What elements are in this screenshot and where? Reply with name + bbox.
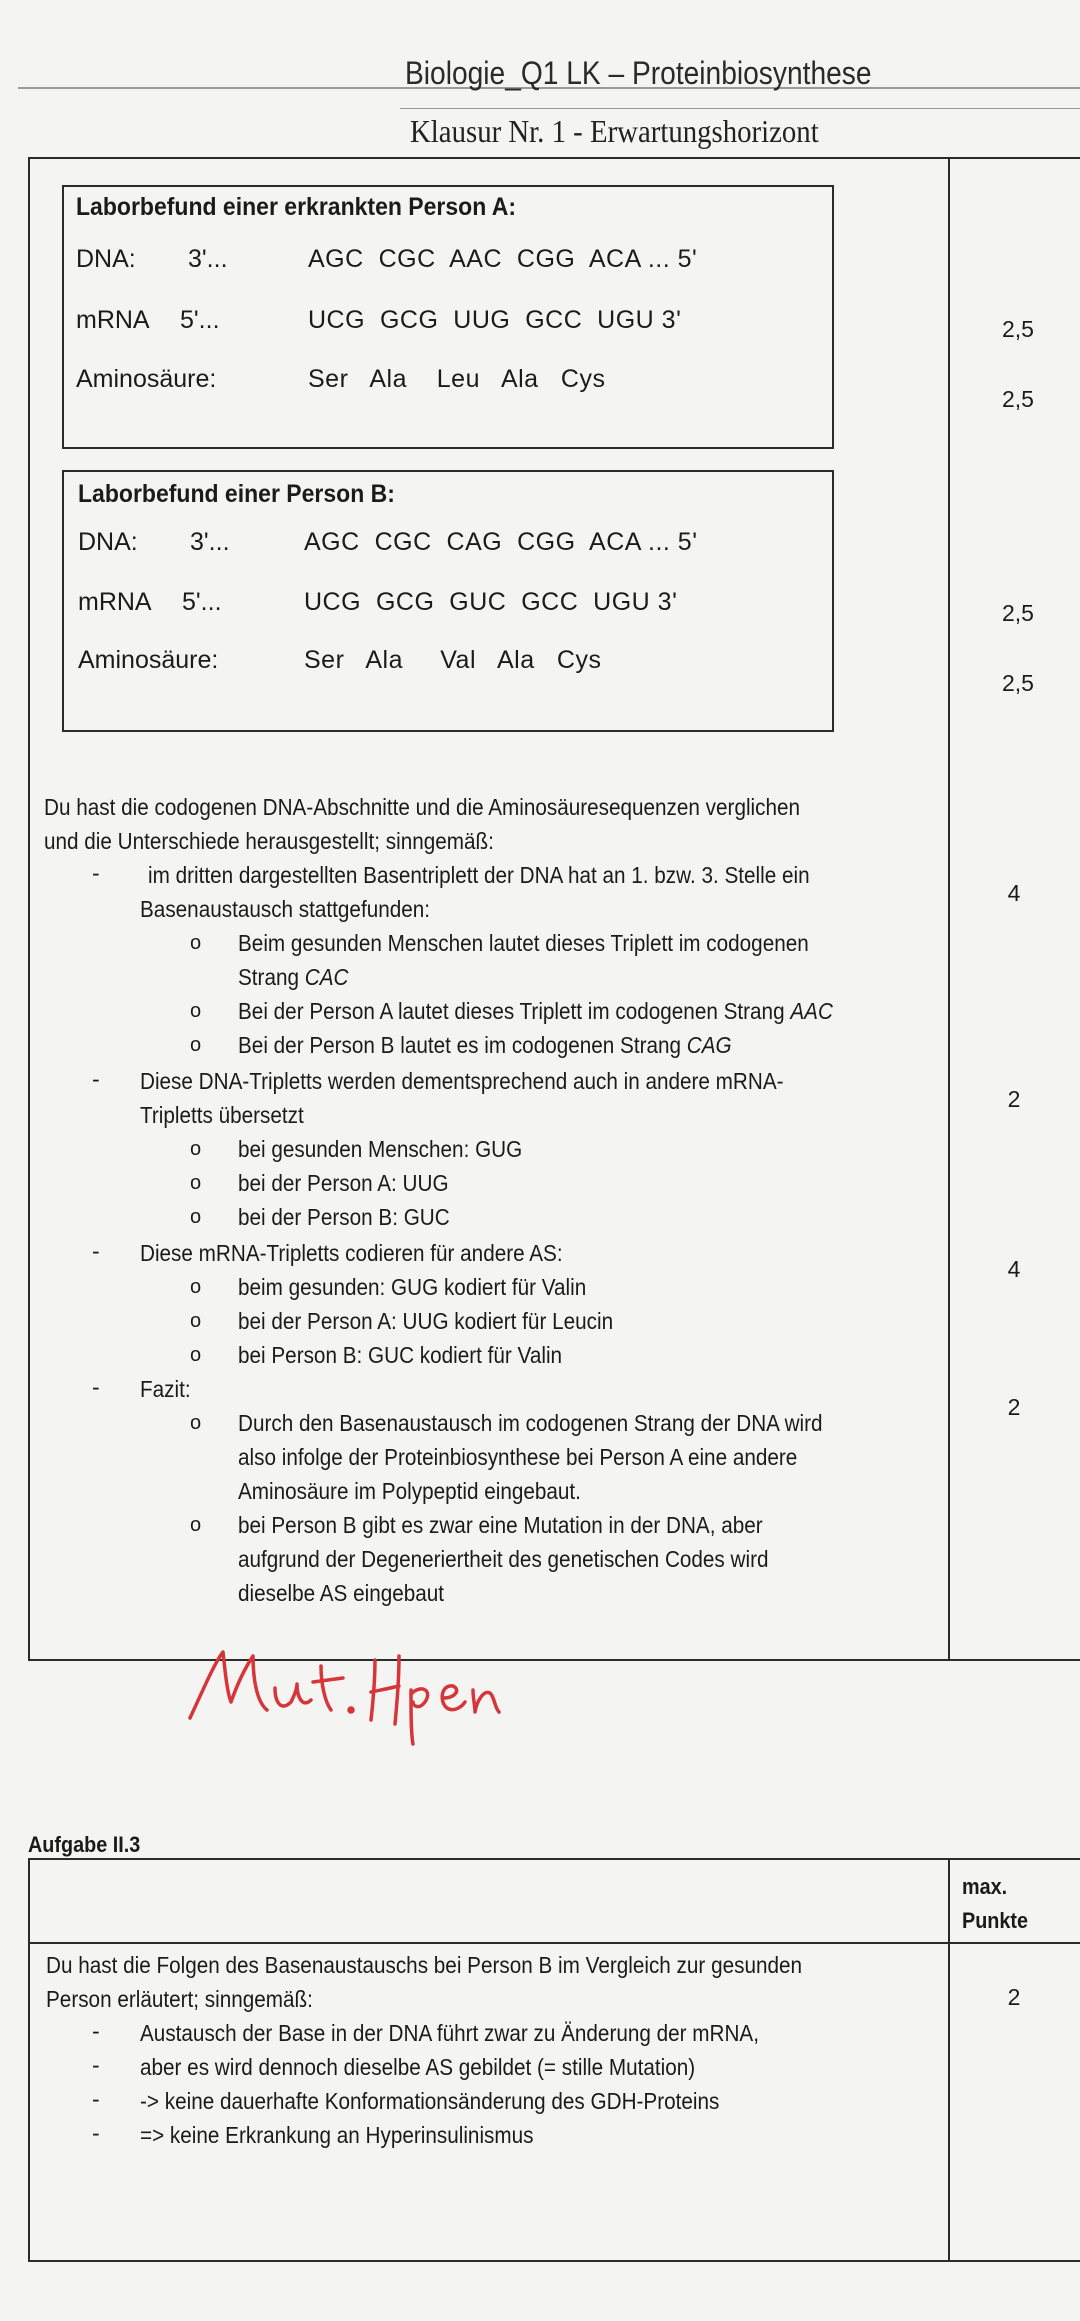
points-value: 4 xyxy=(1007,880,1021,906)
answer-point-4: Fazit: xyxy=(140,1376,191,1402)
bullet-circle: o xyxy=(190,1138,202,1160)
points-value: 2 xyxy=(1007,1984,1021,2010)
task3-item: Austausch der Base in der DNA führt zwar zu Änderung der mRNA, xyxy=(140,2020,759,2046)
points-value: 2,5 xyxy=(1002,316,1034,342)
task3-intro: Du hast die Folgen des Basenaustauschs bei Person B im Vergleich zur gesunden xyxy=(46,1952,803,1978)
task-label: Aufgabe II.3 xyxy=(28,1832,141,1857)
points-value: 2 xyxy=(1007,1086,1021,1112)
bullet-dash: - xyxy=(92,2086,100,2112)
triplet-italic: AAC xyxy=(790,998,833,1024)
answer-subpoint: bei Person B: GUC kodiert für Valin xyxy=(238,1342,563,1368)
mrna-label: mRNA xyxy=(78,588,152,616)
answer-intro: Du hast die codogenen DNA-Abschnitte und die Aminosäuresequenzen verglichen xyxy=(44,794,801,820)
answer-point-3: Diese mRNA-Tripletts codieren für andere AS: xyxy=(140,1240,563,1266)
answer-subpoint: bei der Person A: UUG xyxy=(238,1170,449,1196)
lab-result-a-title: Laborbefund einer erkrankten Person A: xyxy=(76,193,517,221)
answer-subpoint-text: Strang xyxy=(238,964,305,990)
bullet-circle: o xyxy=(190,1310,202,1332)
dna-sequence: AGC CGC CAG CGG ACA ... 5' xyxy=(304,528,698,556)
max-points-header: Punkte xyxy=(962,1908,1029,1933)
answer-subpoint xyxy=(238,1028,732,1062)
points-column-divider xyxy=(948,157,950,1659)
bullet-dash: - xyxy=(92,1238,100,1264)
aminoacid-sequence: Ser Ala Leu Ala Cys xyxy=(308,365,606,393)
aminoacid-label: Aminosäure: xyxy=(78,646,219,674)
points-column-divider xyxy=(948,1858,950,2260)
answer-subpoint: Beim gesunden Menschen lautet dieses Triplett im codogenen xyxy=(238,930,809,956)
mrna-prefix: 5'... xyxy=(182,588,222,616)
aminoacid-label: Aminosäure: xyxy=(76,365,217,393)
answer-subpoint xyxy=(238,994,833,1028)
bullet-circle: o xyxy=(190,1276,202,1298)
dna-label: DNA: xyxy=(76,245,136,273)
bullet-circle: o xyxy=(190,1412,202,1434)
answer-point-2: Diese DNA-Tripletts werden dementsprechend auch in andere mRNA- xyxy=(140,1068,784,1094)
lab-result-a xyxy=(62,185,834,449)
task3-item: aber es wird dennoch dieselbe AS gebildet (= stille Mutation) xyxy=(140,2054,696,2080)
answer-subpoint: beim gesunden: GUG kodiert für Valin xyxy=(238,1274,587,1300)
answer-subpoint-text: Bei der Person A lautet dieses Triplett im codogenen Strang xyxy=(238,998,791,1024)
answer-subpoint: bei gesunden Menschen: GUG xyxy=(238,1136,523,1162)
bullet-circle: o xyxy=(190,1172,202,1194)
bullet-circle: o xyxy=(190,932,202,954)
mrna-sequence: UCG GCG GUC GCC UGU 3' xyxy=(304,588,678,616)
aminoacid-sequence: Ser Ala Val Ala Cys xyxy=(304,646,602,674)
task3-item: => keine Erkrankung an Hyperinsulinismus xyxy=(140,2122,534,2148)
answer-subpoint: dieselbe AS eingebaut xyxy=(238,1580,445,1606)
handwritten-annotation xyxy=(185,1640,505,1750)
triplet-italic: CAC xyxy=(304,964,349,990)
page-subtitle: Klausur Nr. 1 - Erwartungshorizont xyxy=(410,113,819,149)
task3-intro: Person erläutert; sinngemäß: xyxy=(46,1986,313,2012)
answer-subpoint: aufgrund der Degeneriertheit des genetischen Codes wird xyxy=(238,1546,769,1572)
answer-subpoint-text: Bei der Person B lautet es im codogenen Strang xyxy=(238,1032,687,1058)
bullet-dash: - xyxy=(92,2018,100,2044)
header-row-divider xyxy=(28,1942,1080,1944)
answer-point-1: Basenaustausch stattgefunden: xyxy=(140,896,431,922)
answer-point-1: im dritten dargestellten Basentriplett der DNA hat an 1. bzw. 3. Stelle ein xyxy=(148,862,810,888)
bullet-circle: o xyxy=(190,1206,202,1228)
answer-subpoint: bei der Person A: UUG kodiert für Leucin xyxy=(238,1308,614,1334)
bullet-dash: - xyxy=(92,1066,100,1092)
bullet-dash: - xyxy=(92,2120,100,2146)
answer-point-2: Tripletts übersetzt xyxy=(140,1102,304,1128)
triplet-italic: CAG xyxy=(686,1032,732,1058)
lab-result-b xyxy=(62,470,834,732)
points-value: 2,5 xyxy=(1002,386,1034,412)
dna-prefix: 3'... xyxy=(188,245,228,273)
mrna-prefix: 5'... xyxy=(180,306,220,334)
points-value: 4 xyxy=(1007,1256,1021,1282)
answer-subpoint: bei Person B gibt es zwar eine Mutation in der DNA, aber xyxy=(238,1512,763,1538)
points-value: 2,5 xyxy=(1002,600,1034,626)
bullet-dash: - xyxy=(92,2052,100,2078)
header-rule-bottom xyxy=(400,108,1080,109)
bullet-circle: o xyxy=(190,1034,202,1056)
bullet-dash: - xyxy=(92,860,100,886)
dna-sequence: AGC CGC AAC CGG ACA ... 5' xyxy=(308,245,698,273)
mrna-label: mRNA xyxy=(76,306,150,334)
mrna-sequence: UCG GCG UUG GCC UGU 3' xyxy=(308,306,682,334)
dna-prefix: 3'... xyxy=(190,528,230,556)
bullet-circle: o xyxy=(190,1514,202,1536)
task3-item: -> keine dauerhafte Konformationsänderung des GDH-Proteins xyxy=(140,2088,720,2114)
lab-result-b-title: Laborbefund einer Person B: xyxy=(78,480,395,508)
answer-intro: und die Unterschiede herausgestellt; sinngemäß: xyxy=(44,828,494,854)
answer-subpoint: bei der Person B: GUC xyxy=(238,1204,450,1230)
answer-subpoint: Durch den Basenaustausch im codogenen Strang der DNA wird xyxy=(238,1410,823,1436)
bullet-circle: o xyxy=(190,1000,202,1022)
points-value: 2,5 xyxy=(1002,670,1034,696)
dna-label: DNA: xyxy=(78,528,138,556)
bullet-circle: o xyxy=(190,1344,202,1366)
answer-subpoint: Aminosäure im Polypeptid eingebaut. xyxy=(238,1478,581,1504)
answer-subpoint xyxy=(238,960,348,994)
bullet-dash: - xyxy=(92,1374,100,1400)
page-title: Biologie_Q1 LK – Proteinbiosynthese xyxy=(405,55,872,91)
points-value: 2 xyxy=(1007,1394,1021,1420)
answer-subpoint: also infolge der Proteinbiosynthese bei Person A eine andere xyxy=(238,1444,798,1470)
max-points-header: max. xyxy=(962,1874,1008,1899)
